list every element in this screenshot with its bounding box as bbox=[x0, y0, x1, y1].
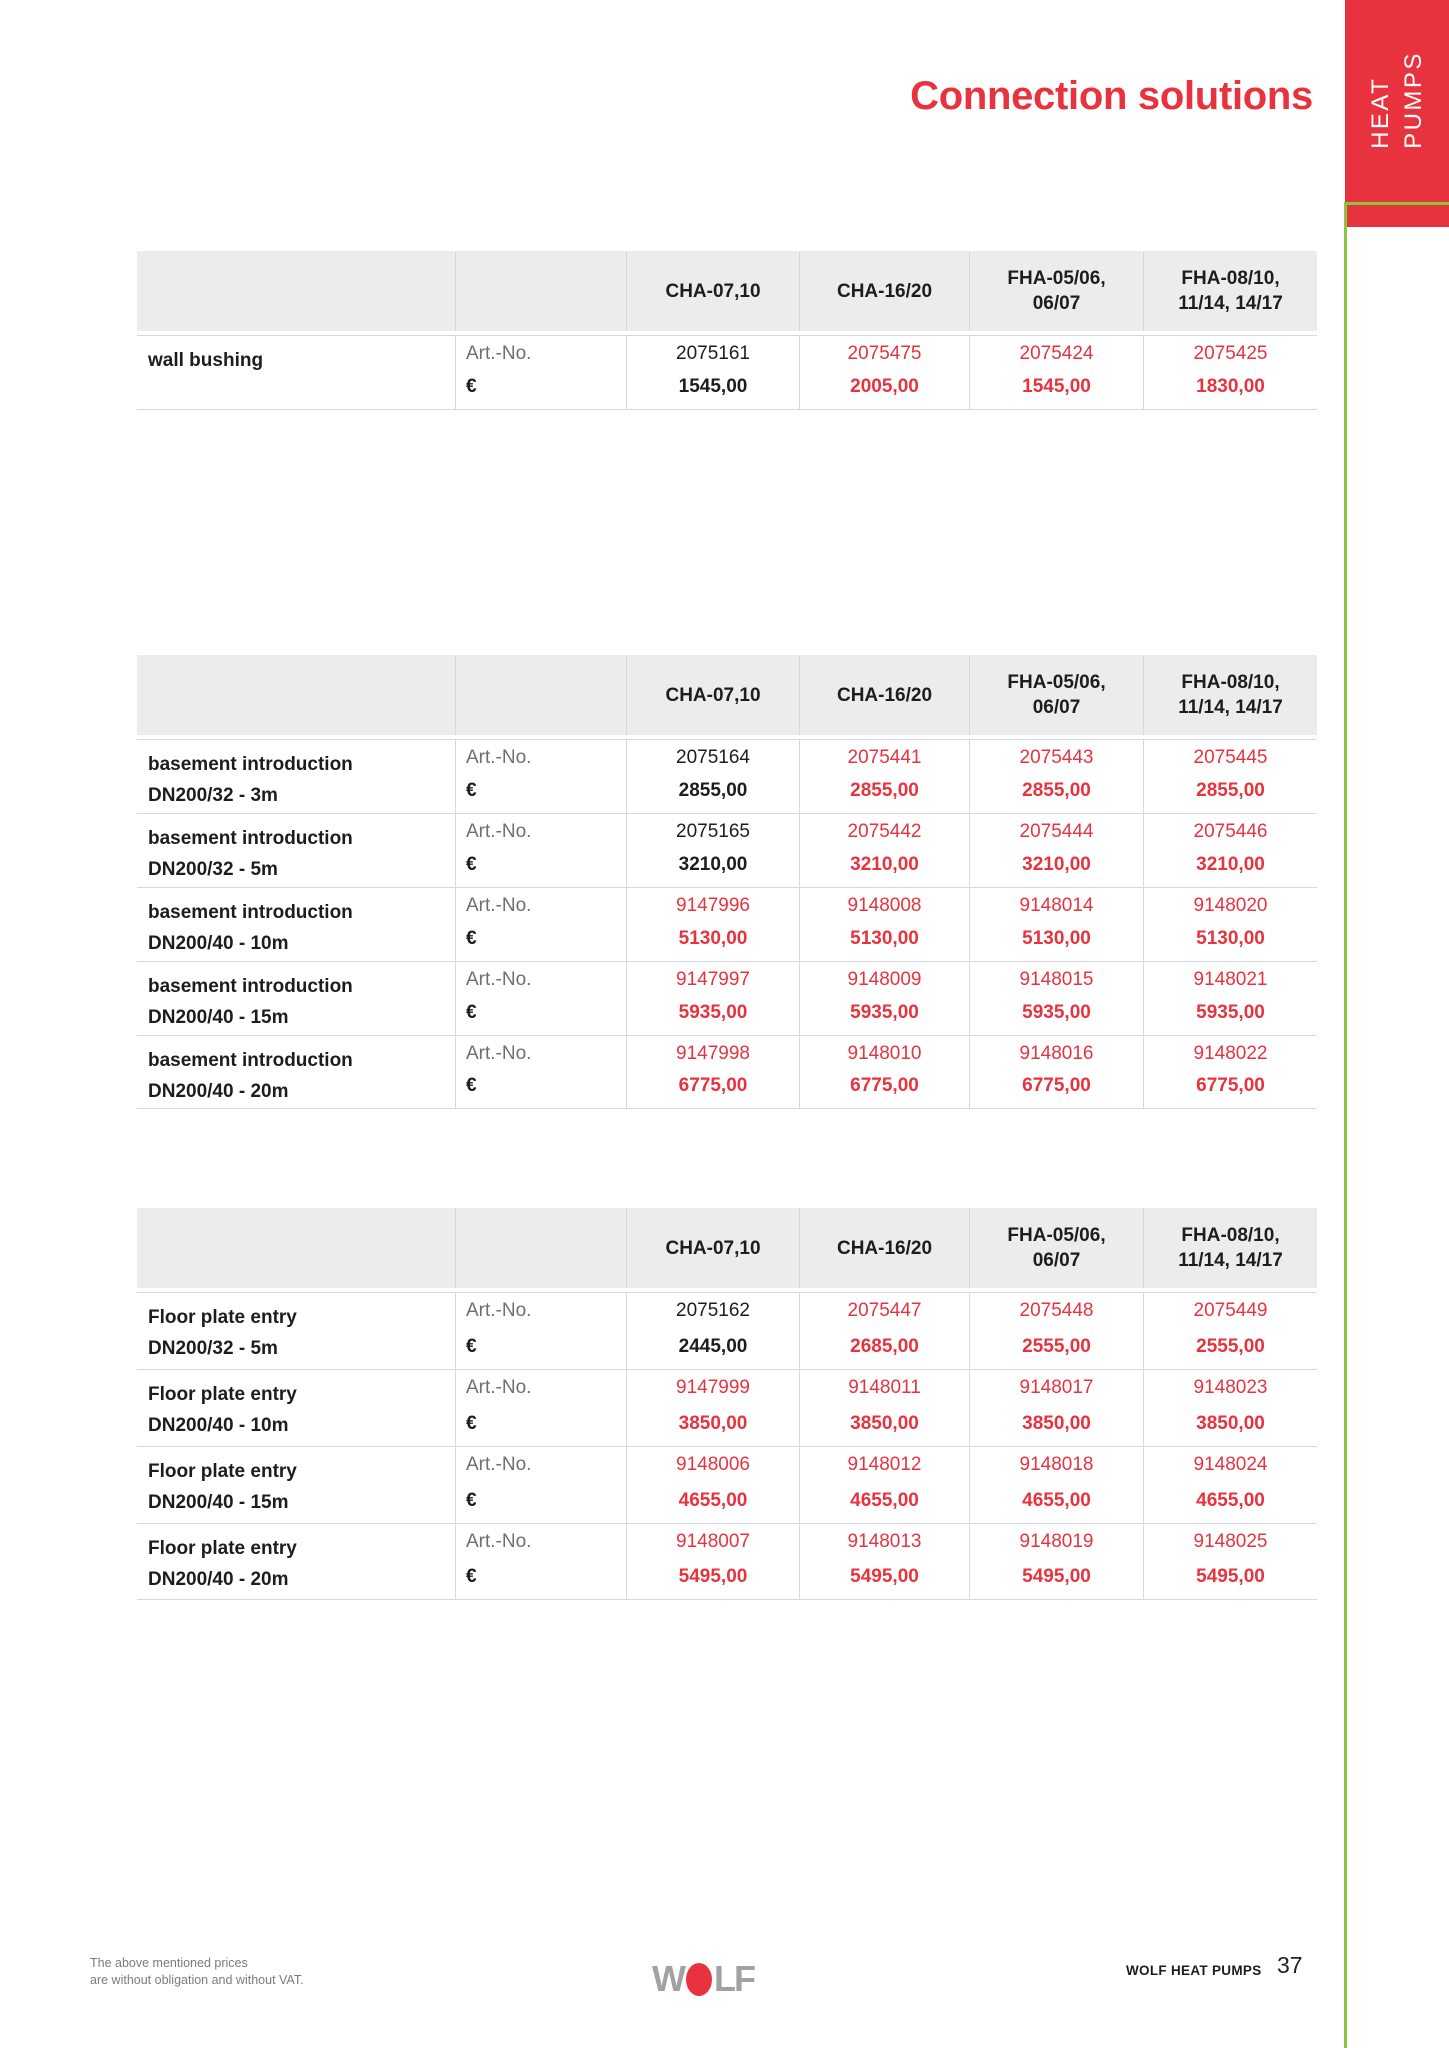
euro-key: € bbox=[466, 1002, 477, 1023]
product-label bbox=[137, 1036, 455, 1108]
row-keys bbox=[455, 1447, 626, 1523]
column-header-line: 11/14, 14/17 bbox=[1178, 293, 1283, 314]
price-cell bbox=[626, 962, 799, 1035]
price-cell bbox=[799, 962, 969, 1035]
art-no-value: 9148009 bbox=[847, 969, 922, 990]
green-rule-vertical bbox=[1344, 202, 1347, 2048]
column-header bbox=[1143, 1208, 1317, 1288]
price-cell bbox=[799, 1293, 969, 1369]
art-no-value: 9148019 bbox=[1019, 1531, 1094, 1552]
product-label-line: DN200/40 - 10m bbox=[148, 933, 289, 954]
price-cell bbox=[969, 1036, 1143, 1108]
row-keys bbox=[455, 1370, 626, 1446]
price-cell bbox=[969, 1524, 1143, 1599]
art-no-value: 9148021 bbox=[1193, 969, 1268, 990]
price-cell bbox=[626, 1293, 799, 1369]
art-no-key: Art.-No. bbox=[466, 1043, 532, 1064]
floor-plate-entry-table bbox=[137, 1208, 1317, 1600]
price-cell bbox=[626, 888, 799, 961]
price-value: 2005,00 bbox=[850, 376, 919, 397]
price-value: 6775,00 bbox=[1196, 1075, 1265, 1096]
product-label-line: Floor plate entry bbox=[148, 1384, 297, 1405]
table-row bbox=[137, 961, 1317, 1035]
price-cell bbox=[1143, 336, 1317, 409]
column-header-line: 06/07 bbox=[1032, 293, 1081, 314]
art-no-key: Art.-No. bbox=[466, 343, 532, 364]
art-no-value: 9147998 bbox=[676, 1043, 750, 1064]
price-value: 6775,00 bbox=[1022, 1075, 1091, 1096]
price-cell bbox=[1143, 1447, 1317, 1523]
art-no-value: 9148008 bbox=[847, 895, 922, 916]
product-label bbox=[137, 888, 455, 961]
price-cell bbox=[626, 1370, 799, 1446]
euro-key: € bbox=[466, 1336, 477, 1357]
product-label-line: DN200/40 - 15m bbox=[148, 1492, 289, 1513]
price-value: 5935,00 bbox=[850, 1002, 919, 1023]
product-label-line: DN200/32 - 5m bbox=[148, 859, 278, 880]
product-label bbox=[137, 740, 455, 813]
product-label-line: basement introduction bbox=[148, 754, 353, 775]
price-value: 3210,00 bbox=[850, 854, 919, 875]
table-row bbox=[137, 1292, 1317, 1369]
table-row bbox=[137, 813, 1317, 887]
art-no-value: 9148010 bbox=[847, 1043, 922, 1064]
art-no-value: 2075445 bbox=[1193, 747, 1268, 768]
art-no-key: Art.-No. bbox=[466, 969, 532, 990]
column-header-line: 06/07 bbox=[1032, 1250, 1081, 1271]
price-value: 5495,00 bbox=[1022, 1566, 1091, 1587]
art-no-key: Art.-No. bbox=[466, 821, 532, 842]
table-row bbox=[137, 1523, 1317, 1600]
price-value: 2855,00 bbox=[1022, 780, 1091, 801]
art-no-value: 2075164 bbox=[676, 747, 750, 768]
heat-pumps-side-tab bbox=[1345, 0, 1449, 227]
product-label-line: basement introduction bbox=[148, 902, 353, 923]
product-label bbox=[137, 1293, 455, 1369]
price-cell bbox=[799, 888, 969, 961]
row-keys bbox=[455, 740, 626, 813]
basement-introduction-table bbox=[137, 655, 1317, 1109]
product-label-line: Floor plate entry bbox=[148, 1538, 297, 1559]
art-no-value: 2075475 bbox=[847, 343, 922, 364]
product-label-line: basement introduction bbox=[148, 828, 353, 849]
price-cell bbox=[969, 1370, 1143, 1446]
wolf-logo-o-icon bbox=[686, 1963, 712, 1996]
art-no-key: Art.-No. bbox=[466, 1531, 532, 1552]
price-value: 3850,00 bbox=[678, 1413, 748, 1434]
column-header-line: CHA-07,10 bbox=[665, 1237, 761, 1259]
price-value: 3210,00 bbox=[1196, 854, 1265, 875]
column-header-line: 11/14, 14/17 bbox=[1178, 1250, 1283, 1271]
price-cell bbox=[799, 1370, 969, 1446]
table-row bbox=[137, 1369, 1317, 1446]
price-cell bbox=[626, 1036, 799, 1108]
column-header-line: CHA-16/20 bbox=[836, 1237, 933, 1259]
art-no-value: 2075162 bbox=[676, 1300, 750, 1321]
column-header-line: 06/07 bbox=[1032, 697, 1081, 718]
price-cell bbox=[626, 1447, 799, 1523]
price-cell bbox=[799, 740, 969, 813]
art-no-value: 2075165 bbox=[676, 821, 750, 842]
table-header-row bbox=[137, 1208, 1317, 1288]
art-no-value: 2075161 bbox=[676, 343, 750, 364]
column-header bbox=[1143, 655, 1317, 735]
art-no-value: 9148020 bbox=[1193, 895, 1268, 916]
product-label bbox=[137, 814, 455, 887]
art-no-value: 9148013 bbox=[847, 1531, 922, 1552]
art-no-value: 2075447 bbox=[847, 1300, 922, 1321]
euro-key: € bbox=[466, 854, 477, 875]
column-header-line: 11/14, 14/17 bbox=[1178, 697, 1283, 718]
euro-key: € bbox=[466, 1490, 477, 1511]
art-no-value: 9148023 bbox=[1193, 1377, 1268, 1398]
art-no-key: Art.-No. bbox=[466, 1300, 532, 1321]
art-no-value: 9147996 bbox=[676, 895, 750, 916]
price-value: 2685,00 bbox=[850, 1336, 919, 1357]
product-label-line: DN200/32 - 3m bbox=[148, 785, 278, 806]
column-header bbox=[969, 1208, 1143, 1288]
art-no-value: 9147999 bbox=[676, 1377, 750, 1398]
table-row bbox=[137, 739, 1317, 813]
art-no-value: 9148014 bbox=[1019, 895, 1094, 916]
price-value: 4655,00 bbox=[678, 1490, 748, 1511]
art-no-value: 9148015 bbox=[1019, 969, 1094, 990]
wolf-logo bbox=[652, 1958, 754, 2000]
price-cell bbox=[969, 1293, 1143, 1369]
price-value: 5130,00 bbox=[678, 928, 748, 949]
page-title: Connection solutions bbox=[910, 74, 1313, 118]
product-label bbox=[137, 1447, 455, 1523]
price-value: 2555,00 bbox=[1196, 1336, 1265, 1357]
product-label-line: DN200/40 - 10m bbox=[148, 1415, 289, 1436]
row-keys bbox=[455, 962, 626, 1035]
price-value: 5130,00 bbox=[1022, 928, 1091, 949]
art-no-value: 9148006 bbox=[676, 1454, 750, 1475]
product-label-line: DN200/40 - 15m bbox=[148, 1007, 289, 1028]
table-row bbox=[137, 887, 1317, 961]
art-no-value: 2075425 bbox=[1193, 343, 1268, 364]
price-cell bbox=[626, 336, 799, 409]
price-cell bbox=[969, 962, 1143, 1035]
price-value: 3850,00 bbox=[850, 1413, 919, 1434]
wall-bushing-table bbox=[137, 251, 1317, 410]
row-keys bbox=[455, 1524, 626, 1599]
table-row bbox=[137, 1035, 1317, 1109]
column-header bbox=[799, 655, 969, 735]
art-no-value: 9148018 bbox=[1019, 1454, 1094, 1475]
euro-key: € bbox=[466, 780, 477, 801]
product-label bbox=[137, 336, 455, 409]
art-no-value: 9148016 bbox=[1019, 1043, 1094, 1064]
price-cell bbox=[969, 888, 1143, 961]
price-value: 4655,00 bbox=[1022, 1490, 1091, 1511]
art-no-key: Art.-No. bbox=[466, 1454, 532, 1475]
column-header-line: FHA-05/06, bbox=[1007, 1225, 1106, 1246]
column-header-line: FHA-08/10, bbox=[1181, 1225, 1280, 1246]
price-value: 3210,00 bbox=[1022, 854, 1091, 875]
column-header-empty-unit bbox=[455, 1208, 626, 1288]
column-header bbox=[799, 1208, 969, 1288]
price-value: 5935,00 bbox=[678, 1002, 748, 1023]
art-no-value: 9148025 bbox=[1193, 1531, 1268, 1552]
disclaimer-line-1: The above mentioned prices bbox=[90, 1956, 248, 1970]
price-cell bbox=[1143, 1036, 1317, 1108]
price-cell bbox=[626, 1524, 799, 1599]
art-no-value: 9147997 bbox=[676, 969, 750, 990]
art-no-value: 9148007 bbox=[676, 1531, 750, 1552]
price-value: 2555,00 bbox=[1022, 1336, 1091, 1357]
price-value: 1545,00 bbox=[678, 376, 748, 397]
price-cell bbox=[1143, 1293, 1317, 1369]
price-cell bbox=[799, 1447, 969, 1523]
price-value: 5495,00 bbox=[1196, 1566, 1265, 1587]
wolf-logo-w: W bbox=[652, 1958, 684, 1999]
product-label-line: DN200/40 - 20m bbox=[148, 1081, 289, 1102]
column-header-empty-product bbox=[137, 655, 455, 735]
price-cell bbox=[1143, 740, 1317, 813]
price-cell bbox=[1143, 1524, 1317, 1599]
price-value: 6775,00 bbox=[850, 1075, 919, 1096]
product-label-line: Floor plate entry bbox=[148, 1461, 297, 1482]
price-cell bbox=[626, 740, 799, 813]
price-cell bbox=[969, 814, 1143, 887]
price-value: 5935,00 bbox=[1196, 1002, 1265, 1023]
table-header-row bbox=[137, 251, 1317, 331]
column-header bbox=[626, 1208, 799, 1288]
price-value: 2855,00 bbox=[1196, 780, 1265, 801]
art-no-value: 2075443 bbox=[1019, 747, 1094, 768]
column-header-line: CHA-16/20 bbox=[836, 684, 933, 706]
green-rule-horizontal bbox=[1345, 202, 1449, 205]
row-keys bbox=[455, 814, 626, 887]
side-tab-label bbox=[1364, 51, 1430, 149]
row-keys bbox=[455, 888, 626, 961]
product-label bbox=[137, 1524, 455, 1599]
table-row bbox=[137, 335, 1317, 410]
page-number: 37 bbox=[1277, 1952, 1303, 1978]
column-header bbox=[626, 251, 799, 331]
product-label-line: basement introduction bbox=[148, 976, 353, 997]
euro-key: € bbox=[466, 1413, 477, 1434]
column-header-line: FHA-05/06, bbox=[1007, 672, 1106, 693]
product-label bbox=[137, 1370, 455, 1446]
price-value: 2855,00 bbox=[850, 780, 919, 801]
price-value: 5495,00 bbox=[678, 1566, 748, 1587]
price-value: 2445,00 bbox=[678, 1336, 748, 1357]
euro-key: € bbox=[466, 376, 477, 397]
art-no-value: 2075446 bbox=[1193, 821, 1268, 842]
art-no-value: 9148017 bbox=[1019, 1377, 1094, 1398]
column-header-empty-product bbox=[137, 1208, 455, 1288]
price-cell bbox=[1143, 814, 1317, 887]
art-no-value: 2075449 bbox=[1193, 1300, 1268, 1321]
art-no-value: 9148022 bbox=[1193, 1043, 1268, 1064]
price-value: 3850,00 bbox=[1196, 1413, 1265, 1434]
price-value: 5935,00 bbox=[1022, 1002, 1091, 1023]
column-header bbox=[969, 655, 1143, 735]
column-header bbox=[626, 655, 799, 735]
column-header-line: CHA-07,10 bbox=[665, 684, 761, 706]
column-header bbox=[1143, 251, 1317, 331]
price-value: 3210,00 bbox=[678, 854, 748, 875]
price-cell bbox=[1143, 888, 1317, 961]
product-label-line: DN200/32 - 5m bbox=[148, 1338, 278, 1359]
euro-key: € bbox=[466, 928, 477, 949]
price-value: 1545,00 bbox=[1022, 376, 1091, 397]
column-header-empty-unit bbox=[455, 251, 626, 331]
column-header-line: FHA-08/10, bbox=[1181, 268, 1280, 289]
price-cell bbox=[799, 336, 969, 409]
price-cell bbox=[799, 1524, 969, 1599]
wolf-logo-lf: LF bbox=[713, 1958, 754, 1999]
product-label-line: Floor plate entry bbox=[148, 1307, 297, 1328]
row-keys bbox=[455, 1293, 626, 1369]
price-value: 4655,00 bbox=[850, 1490, 919, 1511]
price-value: 2855,00 bbox=[678, 780, 748, 801]
price-cell bbox=[799, 1036, 969, 1108]
price-value: 3850,00 bbox=[1022, 1413, 1091, 1434]
column-header-line: FHA-05/06, bbox=[1007, 268, 1106, 289]
column-header-line: CHA-16/20 bbox=[836, 280, 933, 302]
art-no-value: 2075442 bbox=[847, 821, 922, 842]
footer-brand-label: WOLF HEAT PUMPS bbox=[1126, 1963, 1262, 1978]
art-no-value: 9148011 bbox=[848, 1377, 921, 1398]
price-value: 1830,00 bbox=[1196, 376, 1265, 397]
product-label-line: wall bushing bbox=[148, 350, 264, 371]
product-label-line: DN200/40 - 20m bbox=[148, 1569, 289, 1590]
product-label-line: basement introduction bbox=[148, 1050, 353, 1071]
product-label bbox=[137, 962, 455, 1035]
side-tab-line-1: HEAT bbox=[1367, 76, 1394, 149]
art-no-value: 2075448 bbox=[1019, 1300, 1094, 1321]
price-cell bbox=[799, 814, 969, 887]
price-cell bbox=[626, 814, 799, 887]
art-no-value: 9148012 bbox=[847, 1454, 922, 1475]
price-value: 6775,00 bbox=[678, 1075, 748, 1096]
price-value: 5130,00 bbox=[850, 928, 919, 949]
art-no-key: Art.-No. bbox=[466, 1377, 532, 1398]
disclaimer-line-2: are without obligation and without VAT. bbox=[90, 1973, 304, 1987]
art-no-value: 2075424 bbox=[1019, 343, 1094, 364]
column-header-line: FHA-08/10, bbox=[1181, 672, 1280, 693]
column-header-empty-unit bbox=[455, 655, 626, 735]
price-cell bbox=[969, 740, 1143, 813]
euro-key: € bbox=[466, 1566, 477, 1587]
art-no-value: 9148024 bbox=[1193, 1454, 1268, 1475]
row-keys bbox=[455, 336, 626, 409]
art-no-value: 2075441 bbox=[847, 747, 922, 768]
price-value: 5495,00 bbox=[850, 1566, 919, 1587]
price-cell bbox=[969, 1447, 1143, 1523]
price-cell bbox=[969, 336, 1143, 409]
column-header bbox=[799, 251, 969, 331]
art-no-key: Art.-No. bbox=[466, 895, 532, 916]
table-header-row bbox=[137, 655, 1317, 735]
price-value: 5130,00 bbox=[1196, 928, 1265, 949]
art-no-value: 2075444 bbox=[1019, 821, 1094, 842]
column-header bbox=[969, 251, 1143, 331]
euro-key: € bbox=[466, 1075, 477, 1096]
price-value: 4655,00 bbox=[1196, 1490, 1265, 1511]
column-header-empty-product bbox=[137, 251, 455, 331]
column-header-line: CHA-07,10 bbox=[665, 280, 761, 302]
price-cell bbox=[1143, 1370, 1317, 1446]
side-tab-line-2: PUMPS bbox=[1400, 51, 1427, 149]
art-no-key: Art.-No. bbox=[466, 747, 532, 768]
price-cell bbox=[1143, 962, 1317, 1035]
table-row bbox=[137, 1446, 1317, 1523]
price-disclaimer bbox=[90, 1955, 304, 1989]
row-keys bbox=[455, 1036, 626, 1108]
